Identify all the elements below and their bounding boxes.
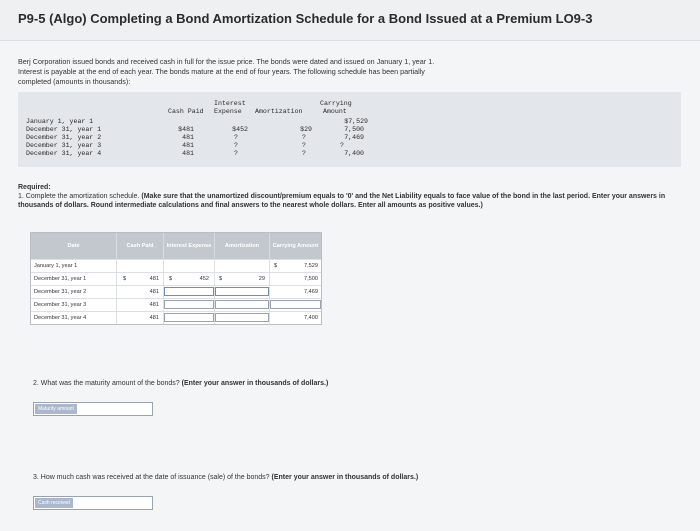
given-row-interest: ? — [234, 142, 238, 149]
given-row-carrying: $7,529 — [344, 118, 368, 125]
given-header-amortization: Amortization — [255, 108, 303, 115]
given-row-interest: ? — [234, 134, 238, 141]
row-date: December 31, year 3 — [34, 302, 87, 308]
given-row-date: January 1, year 1 — [26, 118, 94, 125]
given-row-cash: $481 — [178, 126, 194, 133]
row-date: December 31, year 1 — [34, 276, 87, 282]
col-header-cash-paid: Cash Paid — [117, 233, 164, 259]
page-header — [0, 0, 700, 41]
table-row — [31, 311, 321, 325]
page-title: P9-5 (Algo) Completing a Bond Amortization Schedule for a Bond Issued at a Premium LO9-3 — [18, 11, 593, 26]
question-3 — [33, 474, 418, 481]
given-header-amount: Amount — [323, 108, 347, 115]
row-carrying: 7,500 — [304, 276, 318, 282]
given-row-cash: 481 — [182, 150, 194, 157]
interest-expense-input-year4[interactable] — [164, 313, 214, 322]
problem-intro — [18, 57, 678, 87]
question-2 — [33, 380, 328, 387]
intro-line: Interest is payable at the end of each year. The bonds mature at the end of four years. The following schedule has been partially — [18, 67, 425, 76]
given-row-date: December 31, year 1 — [26, 126, 102, 133]
required-instructions — [18, 183, 682, 210]
row-carrying: 7,529 — [304, 263, 318, 269]
question-2-note: (Enter your answer in thousands of dollars.) — [181, 380, 329, 387]
currency-sign: $ — [169, 276, 173, 282]
given-row-amort: ? — [302, 142, 306, 149]
row-date: January 1, year 1 — [34, 263, 78, 269]
given-row-carrying: 7,469 — [344, 134, 364, 141]
table-row — [31, 285, 321, 298]
given-row-carrying: 7,500 — [344, 126, 364, 133]
row-carrying: 7,469 — [304, 289, 318, 295]
given-row-cash: 481 — [182, 134, 194, 141]
col-header-carrying-amount: Carrying Amount — [270, 233, 321, 259]
row-date: December 31, year 4 — [34, 315, 87, 321]
maturity-amount-input[interactable] — [33, 402, 153, 416]
col-header-amortization: Amortization — [215, 233, 270, 259]
cash-received-input[interactable] — [33, 496, 153, 510]
row-cash: 481 — [149, 289, 159, 295]
given-row-interest: ? — [234, 150, 238, 157]
row-interest: 452 — [199, 276, 209, 282]
interest-expense-input-year3[interactable] — [164, 300, 214, 309]
amortization-input-year4[interactable] — [215, 313, 269, 322]
given-header-cash: Cash Paid — [168, 108, 204, 115]
given-row-amort: ? — [302, 134, 306, 141]
given-row-carrying: 7,400 — [344, 150, 364, 157]
col-header-interest-expense: Interest Expense — [164, 233, 215, 259]
row-cash: 481 — [149, 276, 159, 282]
required-q1-note: (Make sure that the unamortized discount/premium equals to '0' and the Net Liability equals to face value of the bond in the last period. Enter your answers in thousands of dollars. Round intermediate calculations and final answers to the nearest whole dollars. Enter all amounts as positive values.) — [18, 193, 666, 209]
given-row-cash: 481 — [182, 142, 194, 149]
given-header-expense: Expense — [214, 108, 242, 115]
intro-line: Berj Corporation issued bonds and received cash in full for the issue price. The bonds were dated and issued on January 1, year 1. — [18, 57, 435, 66]
required-q1 — [18, 192, 682, 210]
required-q1-text: 1. Complete the amortization schedule. — [18, 193, 140, 200]
currency-sign: $ — [219, 276, 223, 282]
amortization-input-year2[interactable] — [215, 287, 269, 296]
table-row — [31, 272, 321, 285]
row-cash: 481 — [149, 302, 159, 308]
table-row — [31, 298, 321, 311]
given-row-date: December 31, year 4 — [26, 150, 102, 157]
row-amort: 29 — [258, 276, 265, 282]
interest-expense-input-year2[interactable] — [164, 287, 214, 296]
given-schedule — [18, 92, 681, 167]
question-3-text: 3. How much cash was received at the date of issuance (sale) of the bonds? — [33, 474, 270, 481]
currency-sign: $ — [123, 276, 127, 282]
col-header-date: Date — [31, 233, 117, 259]
carrying-amount-input-year3[interactable] — [270, 300, 321, 309]
given-row-date: December 31, year 3 — [26, 142, 102, 149]
given-row-interest: $452 — [232, 126, 248, 133]
given-row-amort: ? — [302, 150, 306, 157]
given-header-carrying: Carrying — [320, 100, 352, 107]
given-row-date: December 31, year 2 — [26, 134, 102, 141]
question-3-note: (Enter your answer in thousands of dollars.) — [271, 474, 419, 481]
row-date: December 31, year 2 — [34, 289, 87, 295]
amortization-answer-table — [30, 232, 322, 325]
row-cash: 481 — [149, 315, 159, 321]
given-header-interest: Interest — [214, 100, 246, 107]
maturity-amount-label: Maturity amount — [35, 404, 77, 414]
question-2-text: 2. What was the maturity amount of the bonds? — [33, 380, 180, 387]
given-row-carrying: ? — [340, 142, 344, 149]
required-heading: Required: — [18, 184, 51, 191]
cash-received-label: Cash received — [35, 498, 73, 508]
currency-sign: $ — [274, 263, 278, 269]
table-row — [31, 259, 321, 272]
amortization-input-year3[interactable] — [215, 300, 269, 309]
row-carrying: 7,400 — [304, 315, 318, 321]
given-row-amort: $29 — [300, 126, 312, 133]
intro-line: completed (amounts in thousands): — [18, 77, 131, 86]
